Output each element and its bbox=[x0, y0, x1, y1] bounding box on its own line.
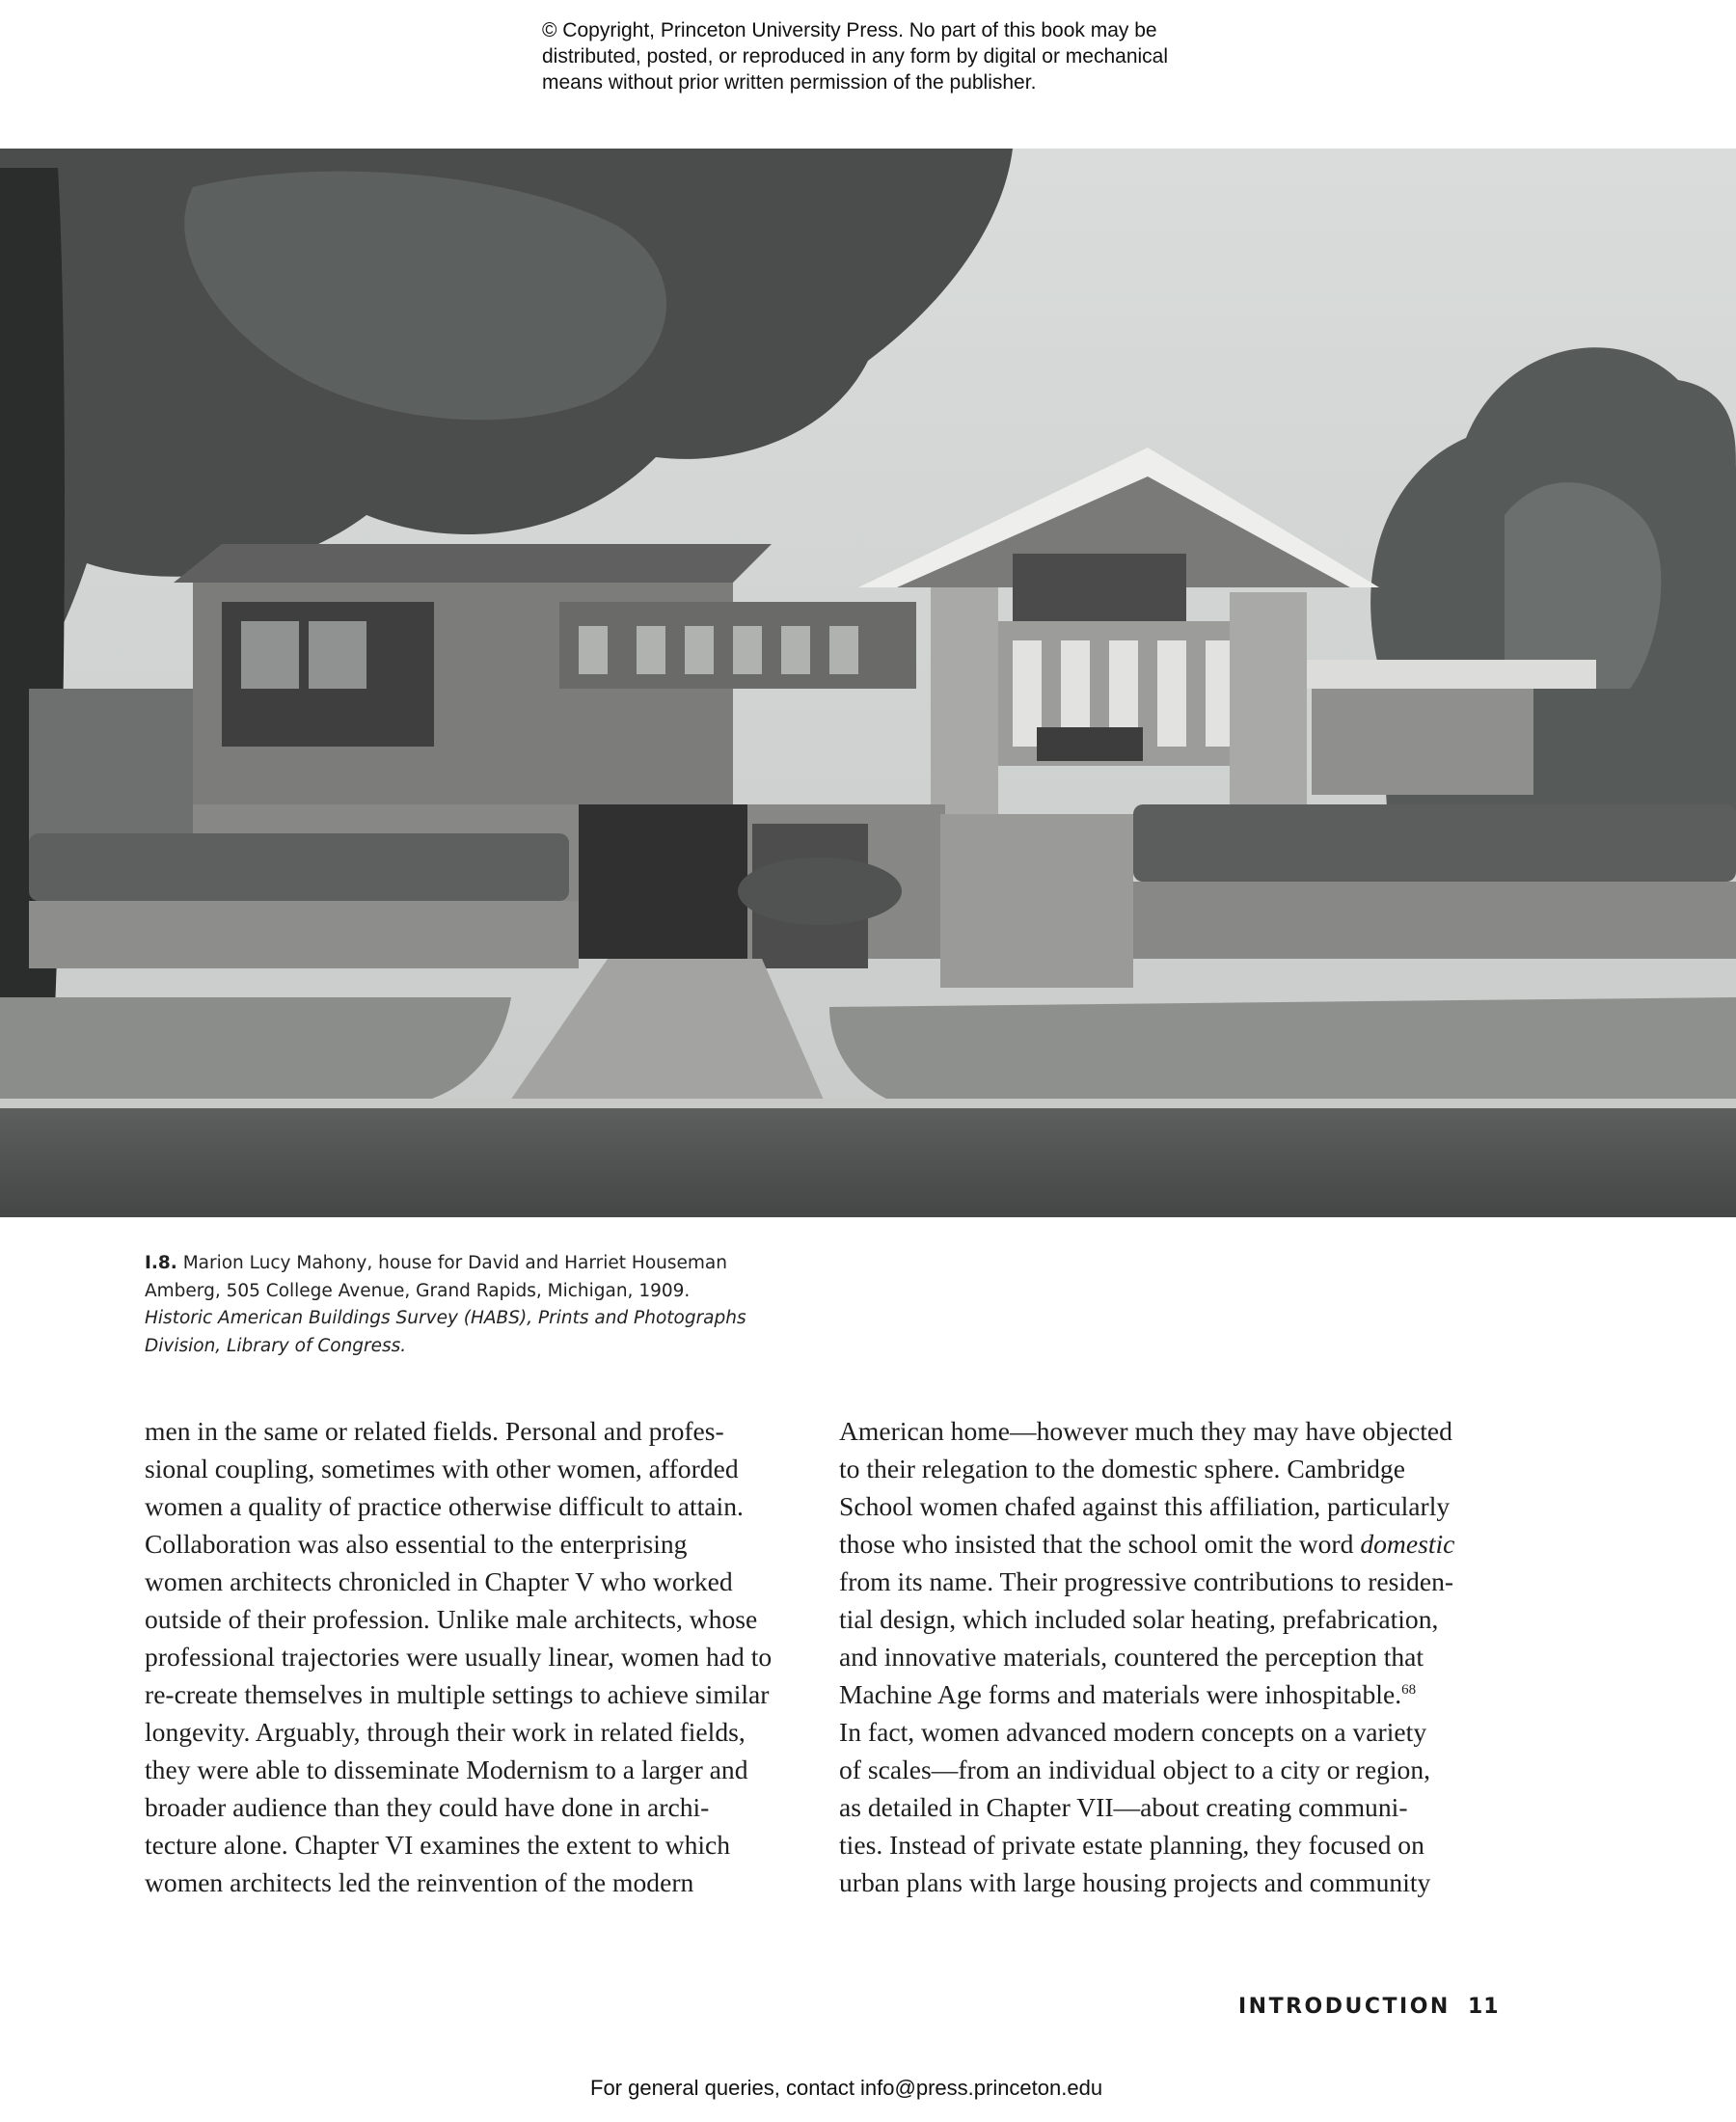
figure-caption bbox=[145, 1250, 762, 1360]
house-photo-illustration bbox=[0, 149, 1736, 1217]
body-line: ties. Instead of private estate planning, they focused on bbox=[839, 1830, 1424, 1860]
body-text: those who insisted that the school omit the word bbox=[839, 1529, 1361, 1559]
body-line: In fact, women advanced modern concepts on a variety bbox=[839, 1717, 1427, 1747]
body-line: professional trajectories were usually linear, women had to bbox=[145, 1642, 773, 1672]
page-number: 11 bbox=[1468, 1995, 1500, 2019]
body-line: outside of their profession. Unlike male architects, whose bbox=[145, 1604, 758, 1634]
caption-credit: Division, Library of Congress. bbox=[145, 1335, 407, 1356]
body-line bbox=[839, 1675, 1514, 1713]
body-line: from its name. Their progressive contributions to residen- bbox=[839, 1566, 1454, 1596]
copyright-line: distributed, posted, or reproduced in any form by digital or mechanical bbox=[542, 45, 1169, 68]
body-line: women architects chronicled in Chapter V who worked bbox=[145, 1566, 733, 1596]
body-line: re-create themselves in multiple settings to achieve similar bbox=[145, 1679, 770, 1709]
body-line: American home—however much they may have objected bbox=[839, 1416, 1452, 1446]
body-line: longevity. Arguably, through their work in related fields, bbox=[145, 1717, 746, 1747]
body-line: men in the same or related fields. Personal and profes- bbox=[145, 1416, 724, 1446]
body-line: broader audience than they could have done in archi- bbox=[145, 1792, 710, 1822]
body-line: of scales—from an individual object to a city or region, bbox=[839, 1755, 1431, 1784]
italic-term: domestic bbox=[1360, 1529, 1455, 1559]
copyright-line: © Copyright, Princeton University Press. No part of this book may be bbox=[542, 19, 1157, 41]
footnote-ref[interactable]: 68 bbox=[1401, 1682, 1417, 1698]
caption-line-2: Amberg, 505 College Avenue, Grand Rapids, Michigan, 1909. bbox=[145, 1280, 691, 1301]
copyright-line: means without prior written permission of the publisher. bbox=[542, 71, 1037, 94]
body-line: Collaboration was also essential to the enterprising bbox=[145, 1529, 688, 1559]
body-text: Machine Age forms and materials were inhospitable. bbox=[839, 1679, 1402, 1709]
body-column-left bbox=[145, 1412, 820, 1901]
figure-number: I.8. bbox=[145, 1253, 177, 1273]
body-line: tecture alone. Chapter VI examines the extent to which bbox=[145, 1830, 731, 1860]
body-line: as detailed in Chapter VII—about creating communi- bbox=[839, 1792, 1408, 1822]
caption-credit: Historic American Buildings Survey (HABS), Prints and Photographs bbox=[145, 1308, 746, 1328]
body-line: to their relegation to the domestic sphere. Cambridge bbox=[839, 1454, 1405, 1483]
running-head: INTRODUCTION bbox=[1238, 1995, 1451, 2019]
caption-text: Marion Lucy Mahony, house for David and Harriet Houseman bbox=[176, 1253, 727, 1273]
body-line: women a quality of practice otherwise difficult to attain. bbox=[145, 1491, 744, 1521]
body-line: and innovative materials, countered the perception that bbox=[839, 1642, 1424, 1672]
body-line: School women chafed against this affiliation, particularly bbox=[839, 1491, 1451, 1521]
body-line: they were able to disseminate Modernism to a larger and bbox=[145, 1755, 748, 1784]
body-line: sional coupling, sometimes with other women, afforded bbox=[145, 1454, 739, 1483]
body-column-right bbox=[839, 1412, 1514, 1901]
body-line: women architects led the reinvention of the modern bbox=[145, 1867, 694, 1897]
copyright-notice bbox=[542, 17, 1217, 95]
body-line bbox=[839, 1525, 1514, 1563]
caption-line-1 bbox=[145, 1250, 762, 1278]
body-line: urban plans with large housing projects and community bbox=[839, 1867, 1431, 1897]
footer-contact: For general queries, contact info@press.princeton.edu bbox=[590, 2076, 1103, 2100]
house-photograph bbox=[0, 149, 1736, 1217]
body-line: tial design, which included solar heating, prefabrication, bbox=[839, 1604, 1439, 1634]
